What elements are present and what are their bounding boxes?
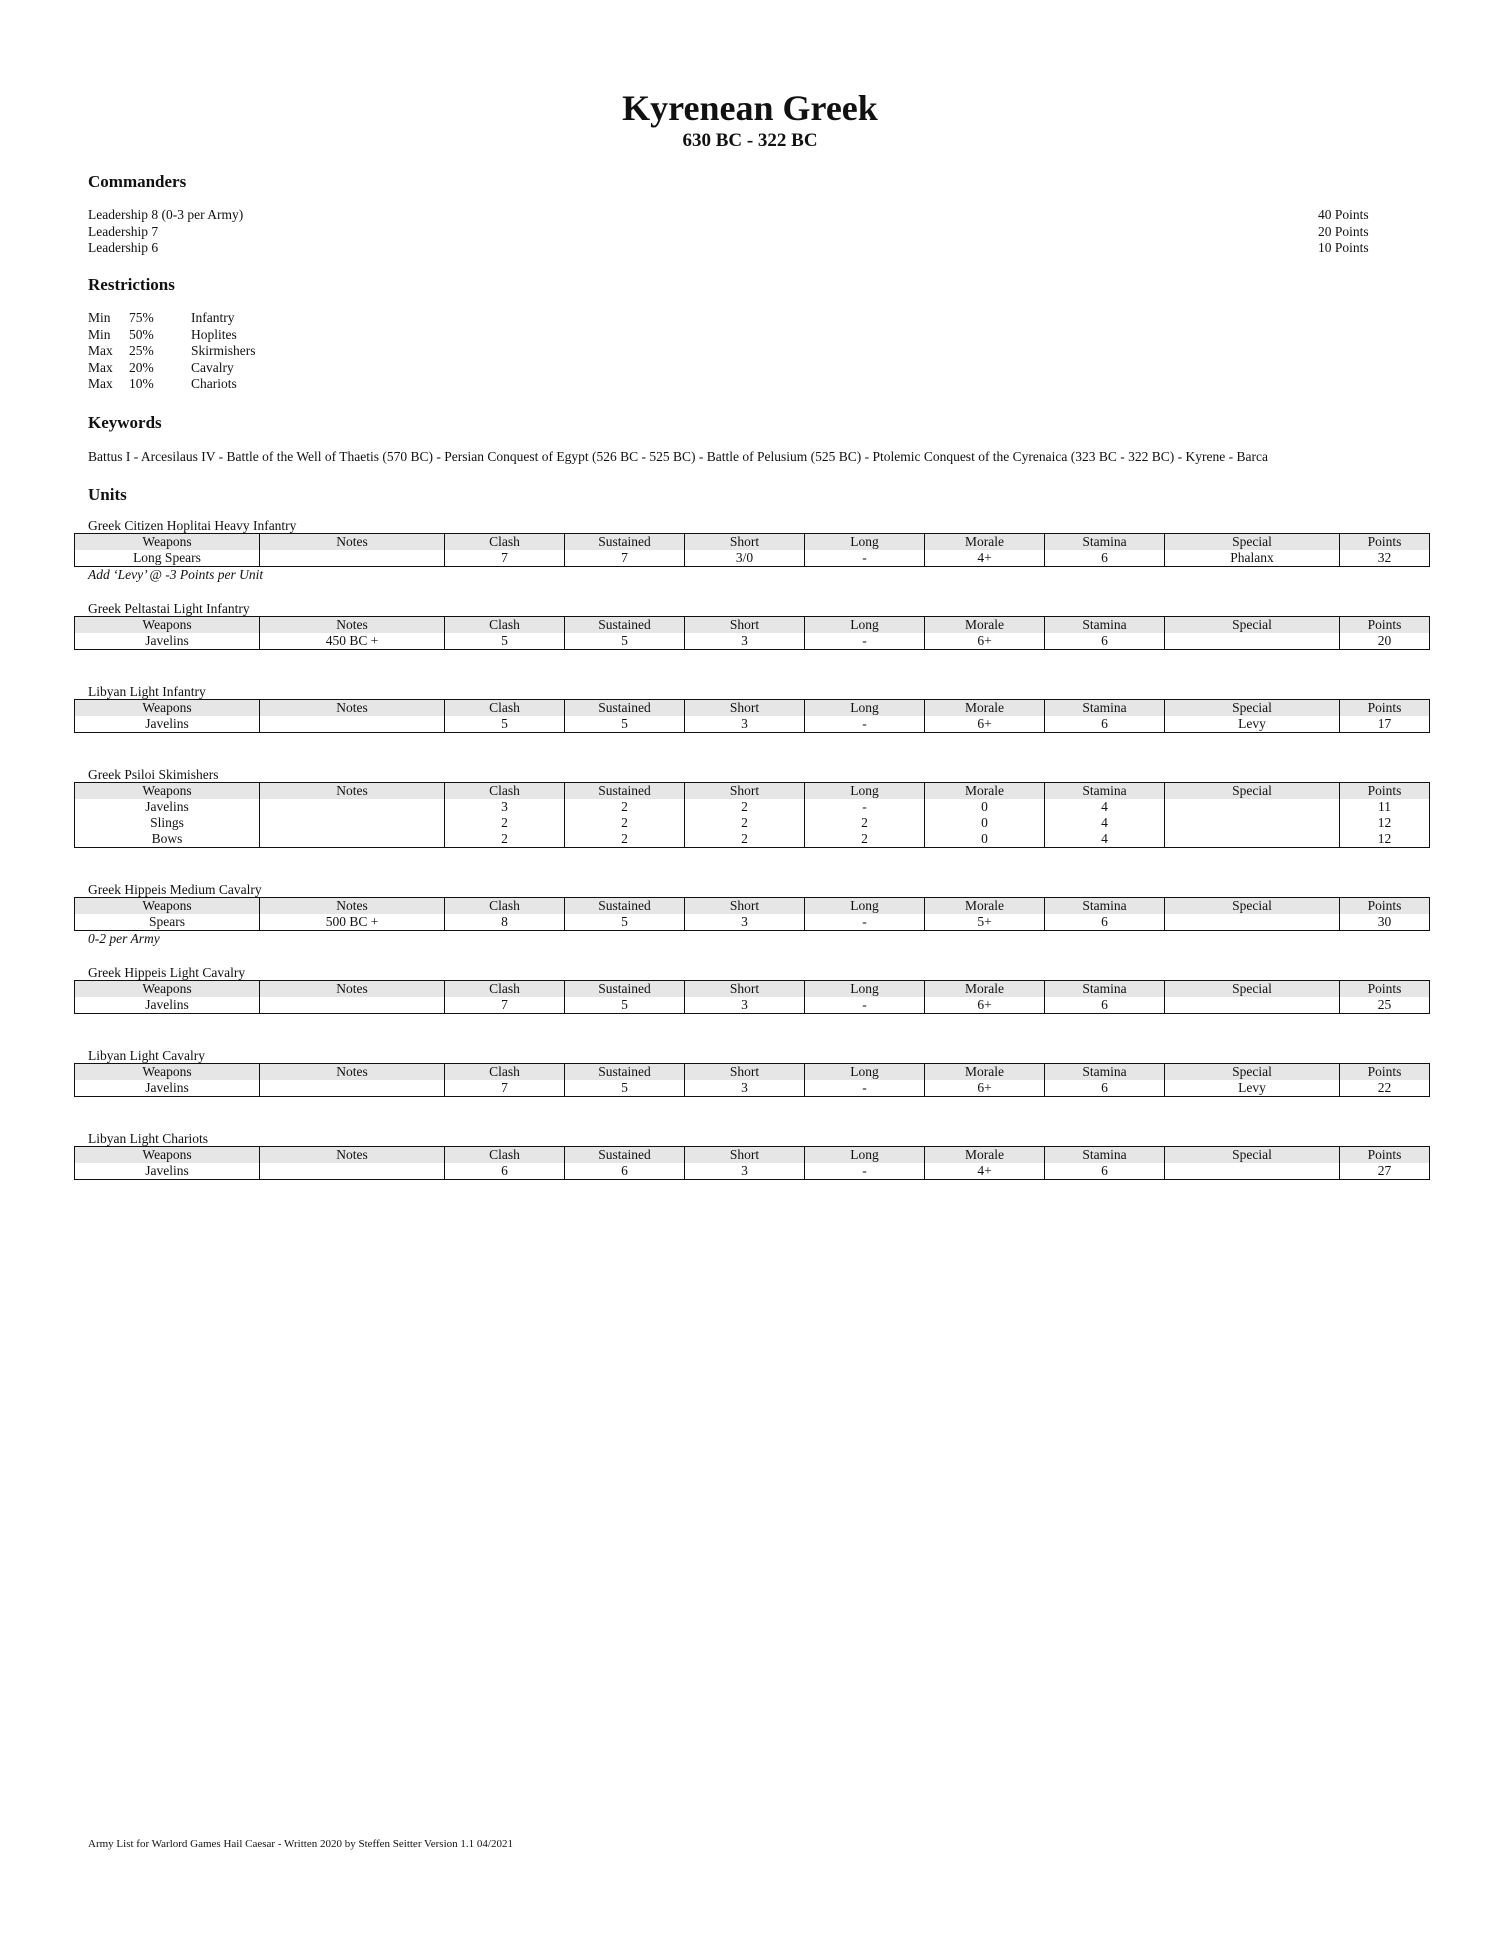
column-header: Notes	[260, 1064, 445, 1081]
column-header: Notes	[260, 981, 445, 998]
column-header: Short	[685, 534, 805, 551]
column-header: Points	[1340, 1064, 1430, 1081]
column-header: Special	[1165, 1147, 1340, 1164]
table-cell: 4+	[925, 1163, 1045, 1180]
unit-name: Greek Hippeis Light Cavalry	[88, 965, 246, 980]
column-header: Special	[1165, 534, 1340, 551]
table-cell: 6	[1045, 914, 1165, 931]
table-cell	[1165, 914, 1340, 931]
restriction-type: Min	[88, 310, 111, 325]
table-row	[75, 815, 1430, 831]
column-header: Morale	[925, 981, 1045, 998]
column-header: Short	[685, 700, 805, 717]
table-cell	[1165, 815, 1340, 831]
table-cell: 3	[685, 997, 805, 1014]
column-header: Clash	[445, 981, 565, 998]
column-header: Sustained	[565, 898, 685, 915]
column-header: Points	[1340, 783, 1430, 800]
unit-note: Add ‘Levy’ @ -3 Points per Unit	[88, 567, 264, 582]
table-cell: 4	[1045, 799, 1165, 815]
restriction-category: Cavalry	[191, 359, 234, 375]
table-cell: 3	[685, 1163, 805, 1180]
table-cell	[260, 1080, 445, 1097]
table-cell: Levy	[1165, 1080, 1340, 1097]
column-header: Morale	[925, 898, 1045, 915]
restrictions-heading: Restrictions	[88, 275, 175, 294]
column-header: Special	[1165, 898, 1340, 915]
table-cell: Bows	[75, 831, 260, 848]
table-cell: 6	[565, 1163, 685, 1180]
column-header: Long	[805, 1064, 925, 1081]
column-header: Notes	[260, 700, 445, 717]
units-heading: Units	[88, 485, 127, 504]
column-header: Short	[685, 617, 805, 634]
column-header: Clash	[445, 1147, 565, 1164]
table-cell	[1165, 997, 1340, 1014]
unit-block	[74, 767, 1429, 848]
column-header: Sustained	[565, 1064, 685, 1081]
commanders-heading: Commanders	[88, 172, 187, 191]
table-cell: 2	[685, 815, 805, 831]
table-cell: Javelins	[75, 633, 260, 650]
table-cell: Javelins	[75, 799, 260, 815]
title-block	[0, 88, 1500, 152]
table-row	[75, 914, 1430, 931]
column-header: Points	[1340, 700, 1430, 717]
table-header-row	[75, 1147, 1430, 1164]
table-cell: 17	[1340, 716, 1430, 733]
column-header: Stamina	[1045, 1064, 1165, 1081]
table-cell: 25	[1340, 997, 1430, 1014]
column-header: Stamina	[1045, 534, 1165, 551]
column-header: Stamina	[1045, 783, 1165, 800]
table-cell	[1165, 633, 1340, 650]
table-cell: 5	[565, 716, 685, 733]
table-cell: 12	[1340, 831, 1430, 848]
table-cell	[260, 799, 445, 815]
table-cell: 0	[925, 799, 1045, 815]
column-header: Stamina	[1045, 1147, 1165, 1164]
table-cell: Javelins	[75, 1080, 260, 1097]
column-header: Short	[685, 981, 805, 998]
column-header: Weapons	[75, 981, 260, 998]
unit-name: Greek Psiloi Skimishers	[88, 767, 219, 782]
table-cell: 6+	[925, 633, 1045, 650]
column-header: Sustained	[565, 617, 685, 634]
table-cell: -	[805, 914, 925, 931]
table-row	[75, 716, 1430, 733]
table-row	[75, 997, 1430, 1014]
column-header: Sustained	[565, 783, 685, 800]
table-header-row	[75, 1064, 1430, 1081]
column-header: Weapons	[75, 1064, 260, 1081]
table-cell: 2	[805, 831, 925, 848]
table-cell	[1165, 831, 1340, 848]
table-cell	[260, 716, 445, 733]
commander-row	[88, 224, 1378, 241]
table-header-row	[75, 617, 1430, 634]
unit-block	[74, 1048, 1429, 1097]
table-cell: 2	[805, 815, 925, 831]
commander-label: Leadership 7	[88, 223, 159, 239]
table-cell	[1165, 799, 1340, 815]
table-cell: 5	[565, 1080, 685, 1097]
table-cell: 2	[565, 799, 685, 815]
column-header: Long	[805, 783, 925, 800]
table-cell	[1165, 1163, 1340, 1180]
unit-name: Greek Citizen Hoplitai Heavy Infantry	[88, 518, 297, 533]
column-header: Short	[685, 783, 805, 800]
table-cell: 3	[685, 914, 805, 931]
table-cell: 2	[685, 831, 805, 848]
column-header: Clash	[445, 700, 565, 717]
commander-row	[88, 207, 1378, 224]
restriction-row	[88, 376, 256, 393]
column-header: Morale	[925, 1064, 1045, 1081]
table-cell: 2	[565, 815, 685, 831]
column-header: Weapons	[75, 617, 260, 634]
table-cell: 30	[1340, 914, 1430, 931]
column-header: Long	[805, 981, 925, 998]
table-cell: 4	[1045, 831, 1165, 848]
column-header: Sustained	[565, 534, 685, 551]
table-cell: -	[805, 633, 925, 650]
restriction-category: Skirmishers	[191, 343, 256, 358]
column-header: Points	[1340, 981, 1430, 998]
table-cell	[260, 997, 445, 1014]
table-cell: 5+	[925, 914, 1045, 931]
unit-block	[74, 965, 1429, 1014]
unit-block	[74, 684, 1429, 733]
table-cell: Javelins	[75, 1163, 260, 1180]
table-cell: 500 BC +	[260, 914, 445, 931]
column-header: Weapons	[75, 534, 260, 551]
unit-block	[74, 1131, 1429, 1180]
column-header: Sustained	[565, 981, 685, 998]
column-header: Short	[685, 898, 805, 915]
table-cell: 3/0	[685, 550, 805, 567]
table-cell: 6	[1045, 550, 1165, 567]
column-header: Morale	[925, 783, 1045, 800]
table-cell: -	[805, 799, 925, 815]
table-cell: 5	[445, 716, 565, 733]
table-cell: 2	[445, 831, 565, 848]
table-row	[75, 1163, 1430, 1180]
table-row	[75, 550, 1430, 567]
restriction-row	[88, 360, 256, 377]
table-cell: 3	[685, 716, 805, 733]
column-header: Weapons	[75, 700, 260, 717]
table-cell	[260, 550, 445, 567]
table-cell: 0	[925, 815, 1045, 831]
restriction-type: Max	[88, 376, 113, 391]
column-header: Clash	[445, 898, 565, 915]
commander-row	[88, 240, 1378, 257]
table-cell: 7	[445, 550, 565, 567]
table-cell: Long Spears	[75, 550, 260, 567]
restriction-type: Max	[88, 359, 113, 375]
unit-name: Libyan Light Chariots	[88, 1131, 208, 1146]
unit-stats-table	[74, 897, 1430, 931]
column-header: Weapons	[75, 1147, 260, 1164]
table-cell	[260, 1163, 445, 1180]
table-header-row	[75, 700, 1430, 717]
table-cell	[260, 815, 445, 831]
restriction-row	[88, 310, 256, 327]
column-header: Points	[1340, 1147, 1430, 1164]
table-cell: 6	[1045, 1163, 1165, 1180]
table-cell: 5	[565, 914, 685, 931]
column-header: Points	[1340, 898, 1430, 915]
restrictions-list	[88, 310, 256, 393]
table-cell: Spears	[75, 914, 260, 931]
period-subtitle: 630 BC - 322 BC	[682, 130, 818, 151]
commander-label: Leadership 8 (0-3 per Army)	[88, 207, 244, 222]
table-cell: 3	[445, 799, 565, 815]
column-header: Special	[1165, 783, 1340, 800]
column-header: Special	[1165, 700, 1340, 717]
column-header: Notes	[260, 617, 445, 634]
units-list	[74, 518, 1429, 1214]
unit-stats-table	[74, 1063, 1430, 1097]
column-header: Morale	[925, 617, 1045, 634]
table-cell: Javelins	[75, 716, 260, 733]
restriction-pct: 10%	[129, 376, 154, 391]
table-cell: Phalanx	[1165, 550, 1340, 567]
column-header: Stamina	[1045, 898, 1165, 915]
table-row	[75, 831, 1430, 848]
restriction-type: Max	[88, 343, 113, 358]
table-header-row	[75, 898, 1430, 915]
table-cell: 32	[1340, 550, 1430, 567]
commanders-list	[88, 207, 1378, 257]
table-cell: 7	[565, 550, 685, 567]
table-row	[75, 633, 1430, 650]
table-cell: 6+	[925, 997, 1045, 1014]
table-cell: 2	[445, 815, 565, 831]
table-header-row	[75, 981, 1430, 998]
table-cell: 2	[685, 799, 805, 815]
unit-name: Greek Peltastai Light Infantry	[88, 601, 250, 616]
column-header: Long	[805, 898, 925, 915]
table-cell: 5	[445, 633, 565, 650]
table-cell: 11	[1340, 799, 1430, 815]
unit-stats-table	[74, 533, 1430, 567]
column-header: Clash	[445, 1064, 565, 1081]
unit-block	[74, 882, 1429, 947]
column-header: Weapons	[75, 783, 260, 800]
table-cell: 6	[1045, 1080, 1165, 1097]
table-cell: -	[805, 1163, 925, 1180]
table-cell: -	[805, 997, 925, 1014]
restriction-pct: 50%	[129, 326, 154, 342]
unit-note: 0-2 per Army	[88, 931, 160, 946]
column-header: Long	[805, 700, 925, 717]
column-header: Short	[685, 1064, 805, 1081]
column-header: Long	[805, 617, 925, 634]
restriction-pct: 25%	[129, 343, 154, 358]
table-cell: Slings	[75, 815, 260, 831]
column-header: Long	[805, 534, 925, 551]
unit-stats-table	[74, 1146, 1430, 1180]
restriction-category: Hoplites	[191, 326, 237, 342]
table-cell: 0	[925, 831, 1045, 848]
table-cell: Levy	[1165, 716, 1340, 733]
unit-stats-table	[74, 699, 1430, 733]
unit-block	[74, 601, 1429, 650]
table-cell: 3	[685, 633, 805, 650]
unit-block	[74, 518, 1429, 583]
restriction-type: Min	[88, 326, 111, 342]
commander-points: 10 Points	[1318, 240, 1369, 255]
table-cell: Javelins	[75, 997, 260, 1014]
unit-name: Greek Hippeis Medium Cavalry	[88, 882, 262, 897]
table-cell: 7	[445, 1080, 565, 1097]
column-header: Long	[805, 1147, 925, 1164]
column-header: Morale	[925, 700, 1045, 717]
table-cell: 6	[1045, 716, 1165, 733]
table-cell: 4	[1045, 815, 1165, 831]
table-cell: 450 BC +	[260, 633, 445, 650]
restriction-pct: 20%	[129, 359, 154, 375]
table-cell	[260, 831, 445, 848]
column-header: Special	[1165, 617, 1340, 634]
footer-text: Army List for Warlord Games Hail Caesar - Written 2020 by Steffen Seitter Version 1.1 04/2021	[88, 1838, 513, 1850]
column-header: Notes	[260, 898, 445, 915]
column-header: Points	[1340, 534, 1430, 551]
unit-stats-table	[74, 616, 1430, 650]
column-header: Morale	[925, 1147, 1045, 1164]
column-header: Sustained	[565, 1147, 685, 1164]
column-header: Clash	[445, 617, 565, 634]
table-cell: 7	[445, 997, 565, 1014]
table-cell: 5	[565, 633, 685, 650]
table-cell: 6	[1045, 633, 1165, 650]
restriction-category: Chariots	[191, 376, 237, 391]
restriction-row	[88, 327, 256, 344]
unit-stats-table	[74, 980, 1430, 1014]
column-header: Notes	[260, 783, 445, 800]
table-cell: 2	[565, 831, 685, 848]
table-cell: 20	[1340, 633, 1430, 650]
table-cell: -	[805, 716, 925, 733]
table-cell: 6	[445, 1163, 565, 1180]
table-cell: 4+	[925, 550, 1045, 567]
table-cell: 22	[1340, 1080, 1430, 1097]
table-row	[75, 1080, 1430, 1097]
column-header: Stamina	[1045, 700, 1165, 717]
column-header: Notes	[260, 534, 445, 551]
column-header: Stamina	[1045, 981, 1165, 998]
column-header: Points	[1340, 617, 1430, 634]
keywords-text: Battus I - Arcesilaus IV - Battle of the Well of Thaetis (570 BC) - Persian Conquest of Egypt (526 BC - 525 BC) - Battle of Pelusium (525 BC) - Ptolemic Conquest of the Cyrenaica (323 BC - 322 BC) - Kyrene - Barca	[88, 449, 1268, 464]
column-header: Short	[685, 1147, 805, 1164]
table-cell: 3	[685, 1080, 805, 1097]
unit-stats-table	[74, 782, 1430, 848]
table-cell: 8	[445, 914, 565, 931]
table-cell: 6+	[925, 716, 1045, 733]
restriction-pct: 75%	[129, 310, 154, 325]
table-cell: 5	[565, 997, 685, 1014]
restriction-row	[88, 343, 256, 360]
table-header-row	[75, 783, 1430, 800]
column-header: Special	[1165, 1064, 1340, 1081]
unit-name: Libyan Light Cavalry	[88, 1048, 205, 1063]
column-header: Sustained	[565, 700, 685, 717]
table-cell: 6	[1045, 997, 1165, 1014]
table-cell: 6+	[925, 1080, 1045, 1097]
table-cell: -	[805, 1080, 925, 1097]
column-header: Morale	[925, 534, 1045, 551]
unit-name: Libyan Light Infantry	[88, 684, 206, 699]
page-title: Kyrenean Greek	[622, 88, 878, 128]
table-row	[75, 799, 1430, 815]
column-header: Clash	[445, 783, 565, 800]
column-header: Notes	[260, 1147, 445, 1164]
table-header-row	[75, 534, 1430, 551]
restriction-category: Infantry	[191, 310, 235, 325]
table-cell: -	[805, 550, 925, 567]
commander-points: 20 Points	[1318, 223, 1369, 239]
column-header: Clash	[445, 534, 565, 551]
keywords-heading: Keywords	[88, 413, 162, 432]
column-header: Stamina	[1045, 617, 1165, 634]
commander-label: Leadership 6	[88, 240, 159, 255]
column-header: Weapons	[75, 898, 260, 915]
column-header: Special	[1165, 981, 1340, 998]
table-cell: 27	[1340, 1163, 1430, 1180]
commander-points: 40 Points	[1318, 207, 1369, 222]
table-cell: 12	[1340, 815, 1430, 831]
